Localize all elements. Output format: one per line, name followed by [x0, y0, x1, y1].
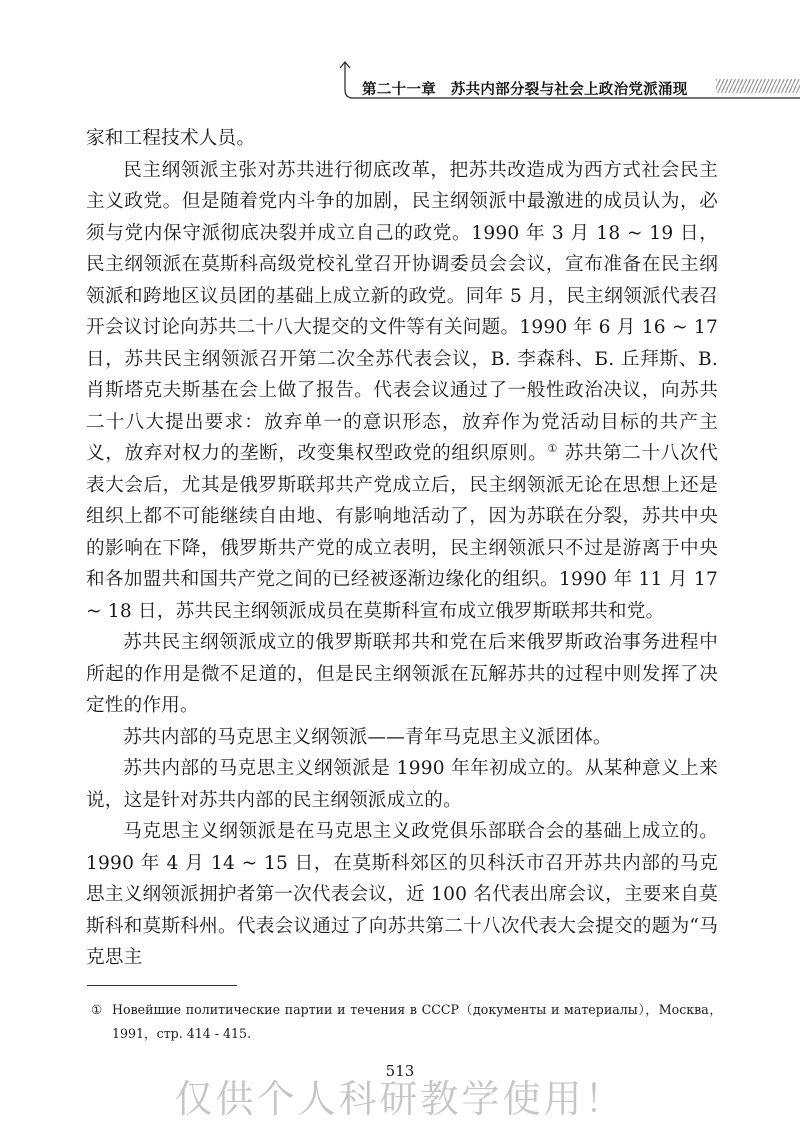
- body-text: [86, 123, 718, 974]
- running-header: [336, 60, 800, 108]
- paragraph: 苏共内部的马克思主义纲领派是 1990 年年初成立的。从某种意义上来说，这是针对苏共内部的民主纲领派成立的。: [86, 758, 718, 811]
- paragraph: 苏共内部的马克思主义纲领派——青年马克思主义派团体。: [123, 726, 612, 748]
- footnote-mark: ①: [91, 1002, 103, 1017]
- footnote-divider: [87, 985, 237, 986]
- watermark: 仅供个人科研教学使用！: [174, 1077, 626, 1121]
- footnote-reference: ①: [547, 442, 559, 455]
- footnote: [91, 998, 722, 1046]
- header-hatch-decoration: [716, 79, 800, 93]
- paragraph: 家和工程技术人员。: [86, 128, 256, 149]
- footnote-text: Новейшие политические партии и течения в СССР（документы и материалы），Москва，1991，стр. 414 - 415.: [112, 1002, 722, 1041]
- paragraph-text: 苏共第二十八次代表大会后，尤其是俄罗斯联邦共产党成立后，民主纲领派无论在思想上还是组织上都不可能继续自由地、有影响地活动了，因为苏联在分裂，苏共中央的影响在下降，俄罗斯共产党的成立表明，民主纲领派只不过是游离于中央和各加盟共和国共产党之间的已经被逐渐边缘化的组织。1990 年 11 月 17 ~ 18 日，苏共民主纲领派成员在莫斯科宣布成立俄罗斯联邦共和党。: [86, 443, 718, 622]
- paragraph: [86, 155, 718, 628]
- page-number: 513: [385, 1062, 415, 1080]
- paragraph: 马克思主义纲领派是在马克思主义政党俱乐部联合会的基础上成立的。1990 年 4 月 14 ~ 15 日，在莫斯科郊区的贝科沃市召开苏共内部的马克思主义纲领派拥护者第一次代表会议，近 100 名代表出席会议，主要来自莫斯科和莫斯科州。代表会议通过了向苏共第二十八次代表大会提交的题为“马克思主: [86, 821, 718, 968]
- chapter-title: 第二十一章 苏共内部分裂与社会上政治党派涌现: [362, 82, 688, 98]
- paragraph-text: 民主纲领派主张对苏共进行彻底改革，把苏共改造成为西方式社会民主主义政党。但是随着党内斗争的加剧，民主纲领派中最激进的成员认为，必须与党内保守派彻底决裂并成立自己的政党。1990 年 3 月 18 ~ 19 日，民主纲领派在莫斯科高级党校礼堂召开协调委员会会议，宣布准备在民主纲领派和跨地区议员团的基础上成立新的政党。同年 5 月，民主纲领派代表召开会议讨论向苏共二十八大提交的文件等有关问题。1990 年 6 月 16 ~ 17 日，苏共民主纲领派召开第二次全苏代表会议，B. 李森科、Б. 丘拜斯、B. 肖斯塔克夫斯基在会上做了报告。代表会议通过了一般性政治决议，向苏共二十八大提出要求：放弃单一的意识形态，放弃作为党活动目标的共产主义，放弃对权力的垄断，改变集权型政党的组织原则。: [86, 159, 718, 464]
- paragraph: 苏共民主纲领派成立的俄罗斯联邦共和党在后来俄罗斯政治事务进程中所起的作用是微不足道的，但是民主纲领派在瓦解苏共的过程中则发挥了决定性的作用。: [86, 632, 718, 716]
